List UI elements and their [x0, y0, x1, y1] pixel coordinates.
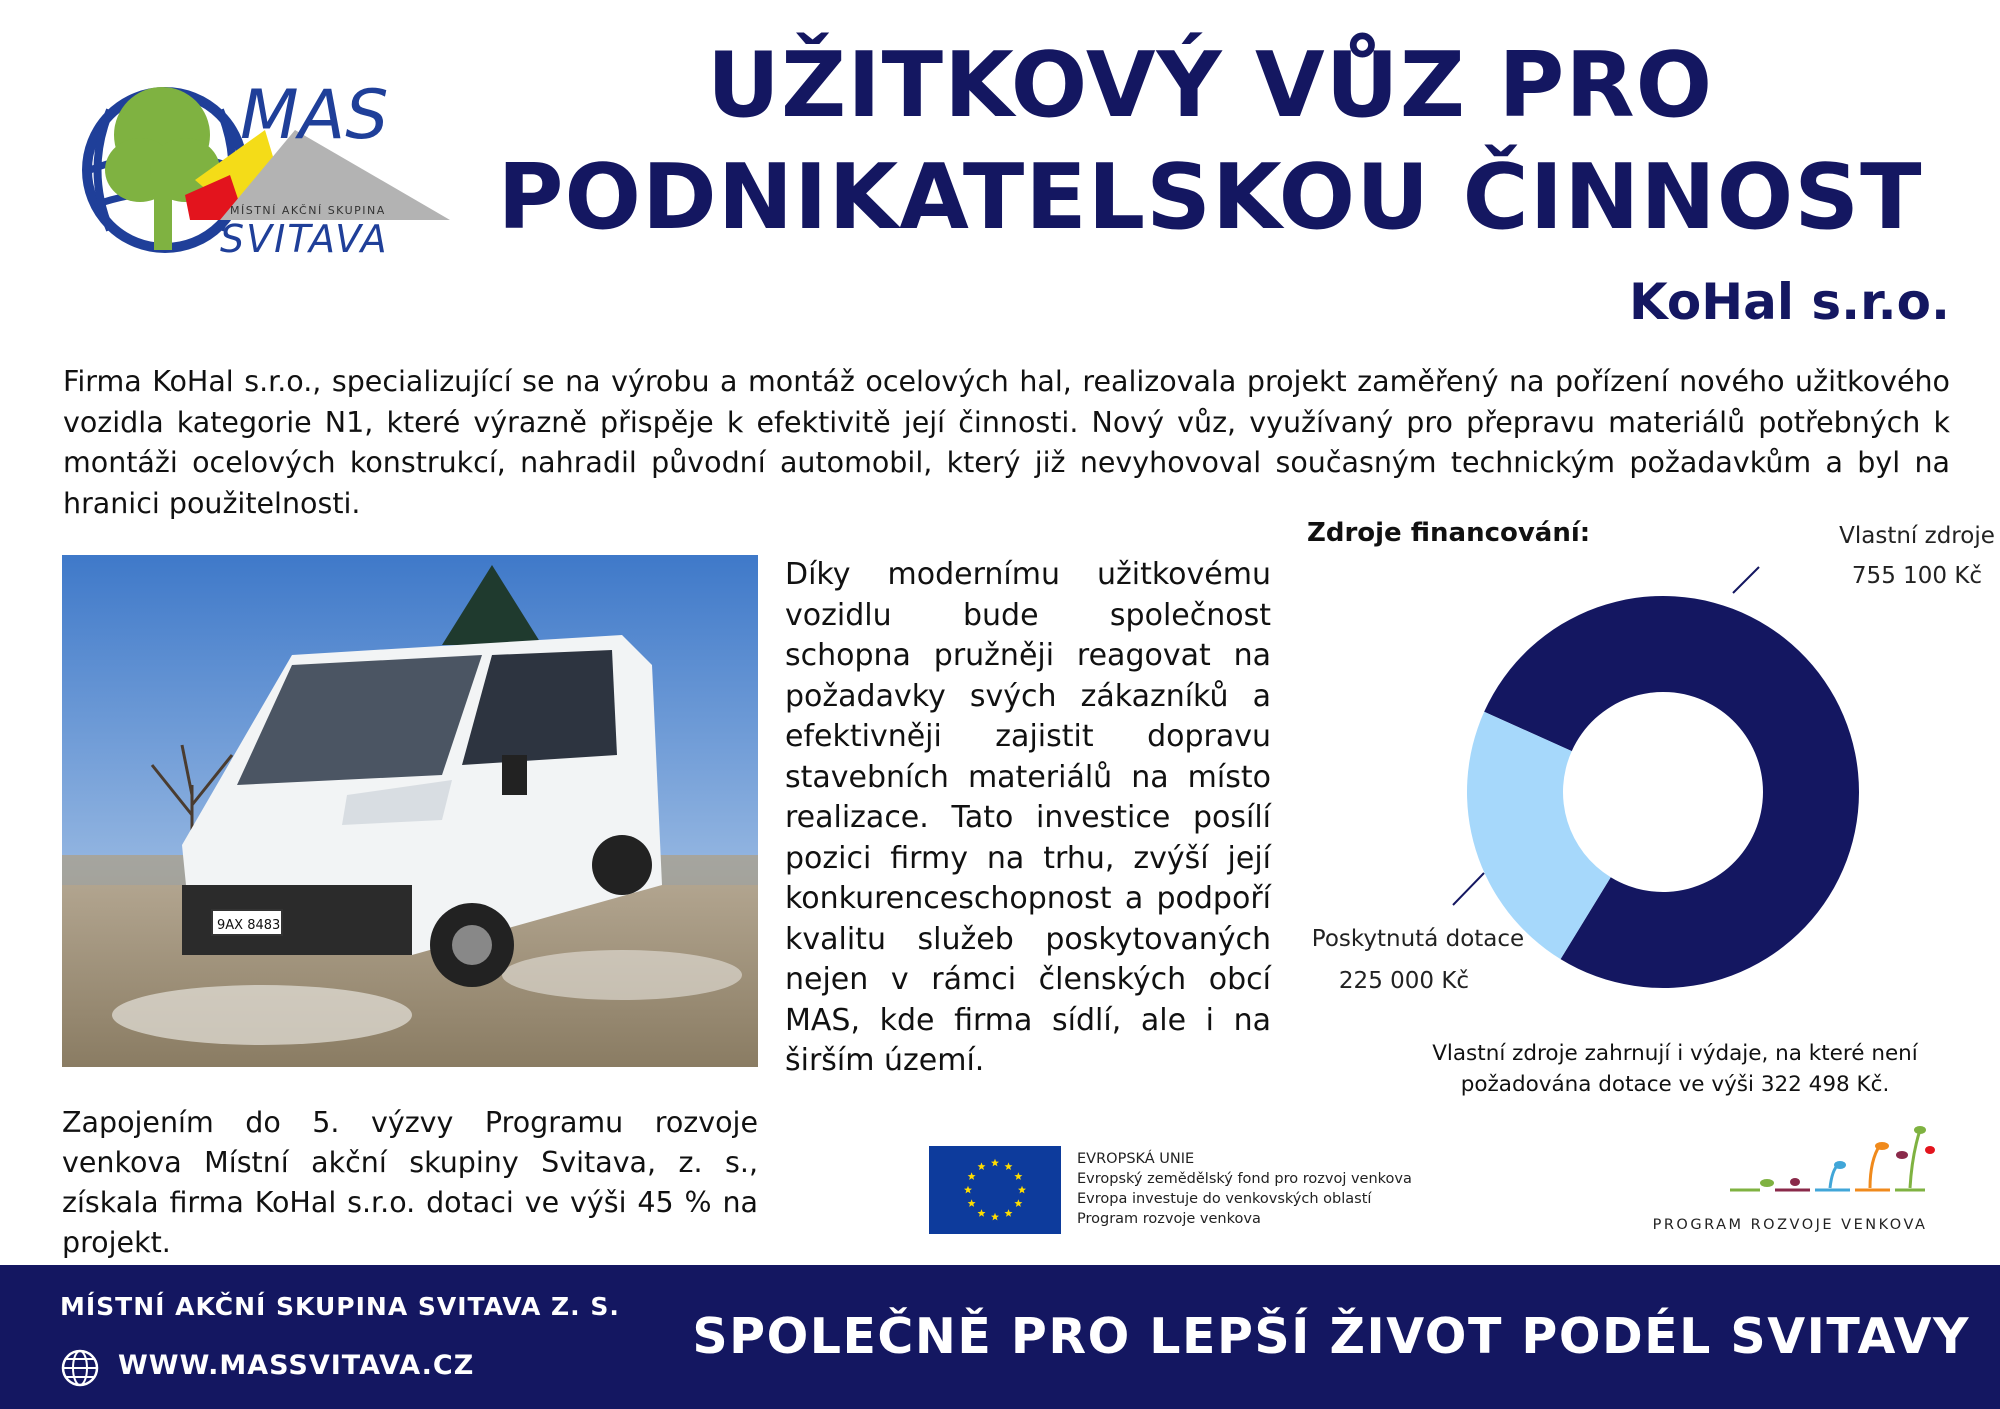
logo-svitava-text: SVITAVA	[220, 217, 389, 261]
van-photo	[62, 555, 758, 1067]
logo-subtitle: MÍSTNÍ AKČNÍ SKUPINA	[230, 204, 386, 217]
chart-note: Vlastní zdroje zahrnují i výdaje, na které není požadována dotace ve výši 322 498 Kč.	[1432, 1041, 1918, 1097]
eu-line-2: Evropský zemědělský fond pro rozvoj venkova	[1077, 1171, 1412, 1187]
prv-logo-graphic	[1720, 1120, 1940, 1210]
label-own-name: Vlastní zdroje	[1839, 523, 1995, 549]
donut-slices	[1467, 596, 1859, 988]
globe-icon	[60, 1348, 100, 1388]
footer-slogan: SPOLEČNĚ PRO LEPŠÍ ŽIVOT PODÉL SVITAVY	[692, 1308, 1970, 1365]
mas-svitava-logo	[50, 70, 450, 260]
label-leader-own	[1733, 567, 1759, 593]
website-link[interactable]: WWW.MASSVITAVA.CZ	[118, 1350, 475, 1381]
label-grant-name: Poskytnutá dotace	[1311, 926, 1525, 952]
financing-donut-chart	[1290, 510, 1995, 1050]
logo-mas-text: MAS	[240, 76, 389, 155]
eu-line-3: Evropa investuje do venkovských oblastí	[1077, 1191, 1372, 1207]
eu-text-block	[1077, 1149, 1412, 1229]
title-line-1: UŽITKOVÝ VŮZ PRO	[706, 33, 1714, 138]
footer-organization: MÍSTNÍ AKČNÍ SKUPINA SVITAVA Z. S.	[60, 1292, 620, 1321]
intro-paragraph: Firma KoHal s.r.o., specializující se na výrobu a montáž ocelových hal, realizovala projekt zaměřený na pořízení nového užitkového vozidla kategorie N1, které výrazně přispěje k efektivitě její činnosti. Nový vůz, využívaný pro přepravu materiálů potřebných k montáži ocelových konstrukcí, nahradil původní automobil, který již nevyhovoval současným technickým požadavkům a byl na hranici použitelnosti.	[63, 365, 1950, 520]
label-leader-grant	[1453, 873, 1484, 905]
page-title	[470, 30, 1950, 254]
label-grant-value: 225 000 Kč	[1338, 968, 1470, 994]
company-name: KoHal s.r.o.	[1629, 273, 1950, 331]
eu-flag-icon	[929, 1146, 1061, 1234]
tree-logo-graphic	[105, 87, 220, 250]
chart-title: Zdroje financování:	[1307, 518, 1591, 548]
title-line-2: PODNIKATELSKOU ČINNOST	[497, 145, 1923, 250]
license-plate: 9AX 8483	[217, 918, 281, 933]
eu-line-1: EVROPSKÁ UNIE	[1077, 1151, 1195, 1167]
middle-paragraph: Díky modernímu užitkovému vozidlu bude společnost schopna pružněji reagovat na požadavky svých zákazníků a efektivněji zajistit dopravu stavebních materiálů na místo realizace. Tato investice posílí pozici firmy na trhu, zvýší její konkurenceschopnost a podpoří kvalitu služeb poskytovaných nejen v rámci členských obcí MAS, kde firma sídlí, ale i na širším území.	[785, 557, 1271, 1078]
eu-line-4: Program rozvoje venkova	[1077, 1211, 1261, 1227]
funding-paragraph: Zapojením do 5. výzvy Programu rozvoje venkova Místní akční skupiny Svitava, z. s., získala firma KoHal s.r.o. dotaci ve výši 45 % na projekt.	[62, 1106, 758, 1259]
label-own-value: 755 100 Kč	[1851, 563, 1983, 589]
prv-label: PROGRAM ROZVOJE VENKOVA	[1652, 1217, 1928, 1233]
